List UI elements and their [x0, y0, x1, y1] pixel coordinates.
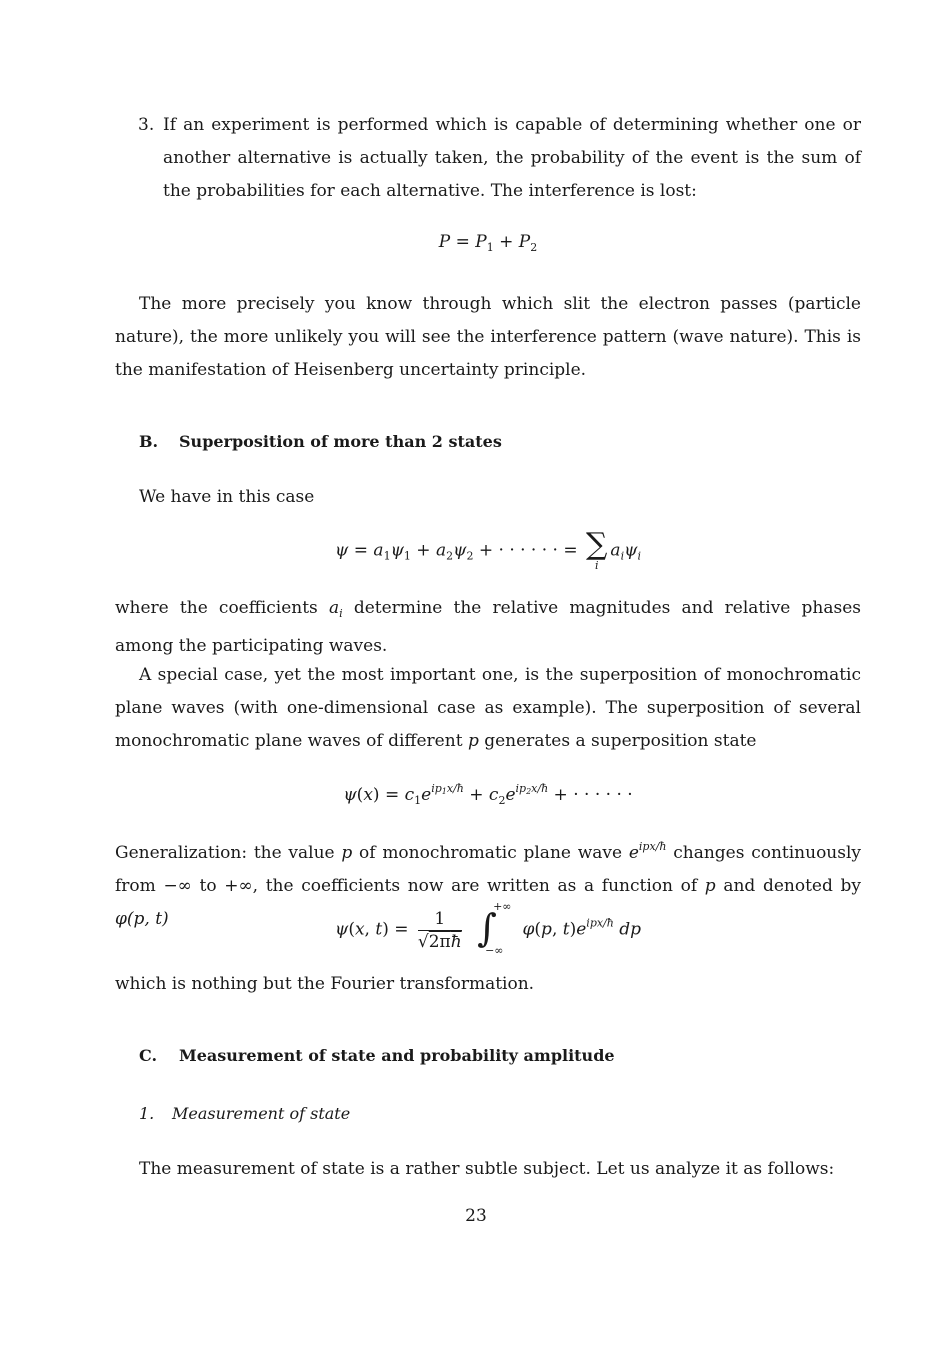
summation-symbol: ∑ i: [586, 527, 608, 572]
section-heading-b: [139, 432, 502, 451]
page-number: 23: [465, 1206, 487, 1226]
section-label: C.: [139, 1046, 158, 1065]
integral-symbol: ∫ +∞ −∞: [477, 900, 512, 957]
section-heading-c: [139, 1046, 615, 1065]
paragraph-fourier: which is nothing but the Fourier transformation.: [115, 974, 535, 994]
equation-superposition: $\psi = a_1\psi_1 + a_2\psi_2$ + · · · · · · = ∑ i $a_i\psi_i$: [335, 527, 641, 572]
fraction: $\frac{1}{√2\pi ħ}$: [417, 908, 462, 952]
subsection-heading-1: [139, 1104, 350, 1123]
equation-probability-sum-text: $P = P_1 + P_2$: [438, 232, 538, 254]
list-item-3: [115, 109, 861, 208]
list-item-text: If an experiment is performed which is capable of determining whether one or another alternative is actually taken, the probability of the event is the sum of the probabilities for each alternative. The interference is lost:: [163, 115, 861, 201]
section-title: Measurement of state and probability amplitude: [179, 1046, 615, 1065]
subsection-label: 1.: [139, 1104, 155, 1123]
subsection-title: Measurement of state: [172, 1104, 351, 1123]
paragraph-we-have: We have in this case: [139, 487, 315, 507]
paragraph-generalization: Generalization: the value p of monochromatic plane wave $e^{ipx/ħ}$ changes continuously from −∞ to +∞, the coefficients now are written as a function of p and denoted by φ(p, t): [115, 840, 862, 929]
list-item-number: 3.: [138, 115, 155, 135]
paragraph-special-case: A special case, yet the most important one, is the superposition of monochromatic plane waves (with one-dimensional case as example). The superposition of several monochromatic plane waves of different p generates a superposition state: [115, 665, 861, 751]
section-label: B.: [139, 432, 159, 451]
equation-fourier: ψ(x, t) = $\frac{1}{√2\pi ħ}$ ∫ +∞ −∞ φ(p, $t)e^{ipx/ħ}$ dp: [334, 900, 642, 957]
paragraph-heisenberg: The more precisely you know through which slit the electron passes (particle nature), the more unlikely you will see the interference pattern (wave nature). This is the manifestation of Heisenberg uncertainty principle.: [115, 294, 861, 380]
section-title: Superposition of more than 2 states: [179, 432, 502, 451]
paragraph-coefficients: where the coefficients $a_i$ determine the relative magnitudes and relative phases among the participating waves.: [115, 598, 862, 656]
paragraph-measurement: The measurement of state is a rather subtle subject. Let us analyze it as follows:: [139, 1159, 835, 1179]
equation-probability-sum: [115, 232, 861, 254]
equation-plane-waves: $\psi(x) = c_1e^{ip_1x/ħ} + c_2e^{ip_2x/ħ}$ + · · · · · ·: [343, 782, 633, 807]
